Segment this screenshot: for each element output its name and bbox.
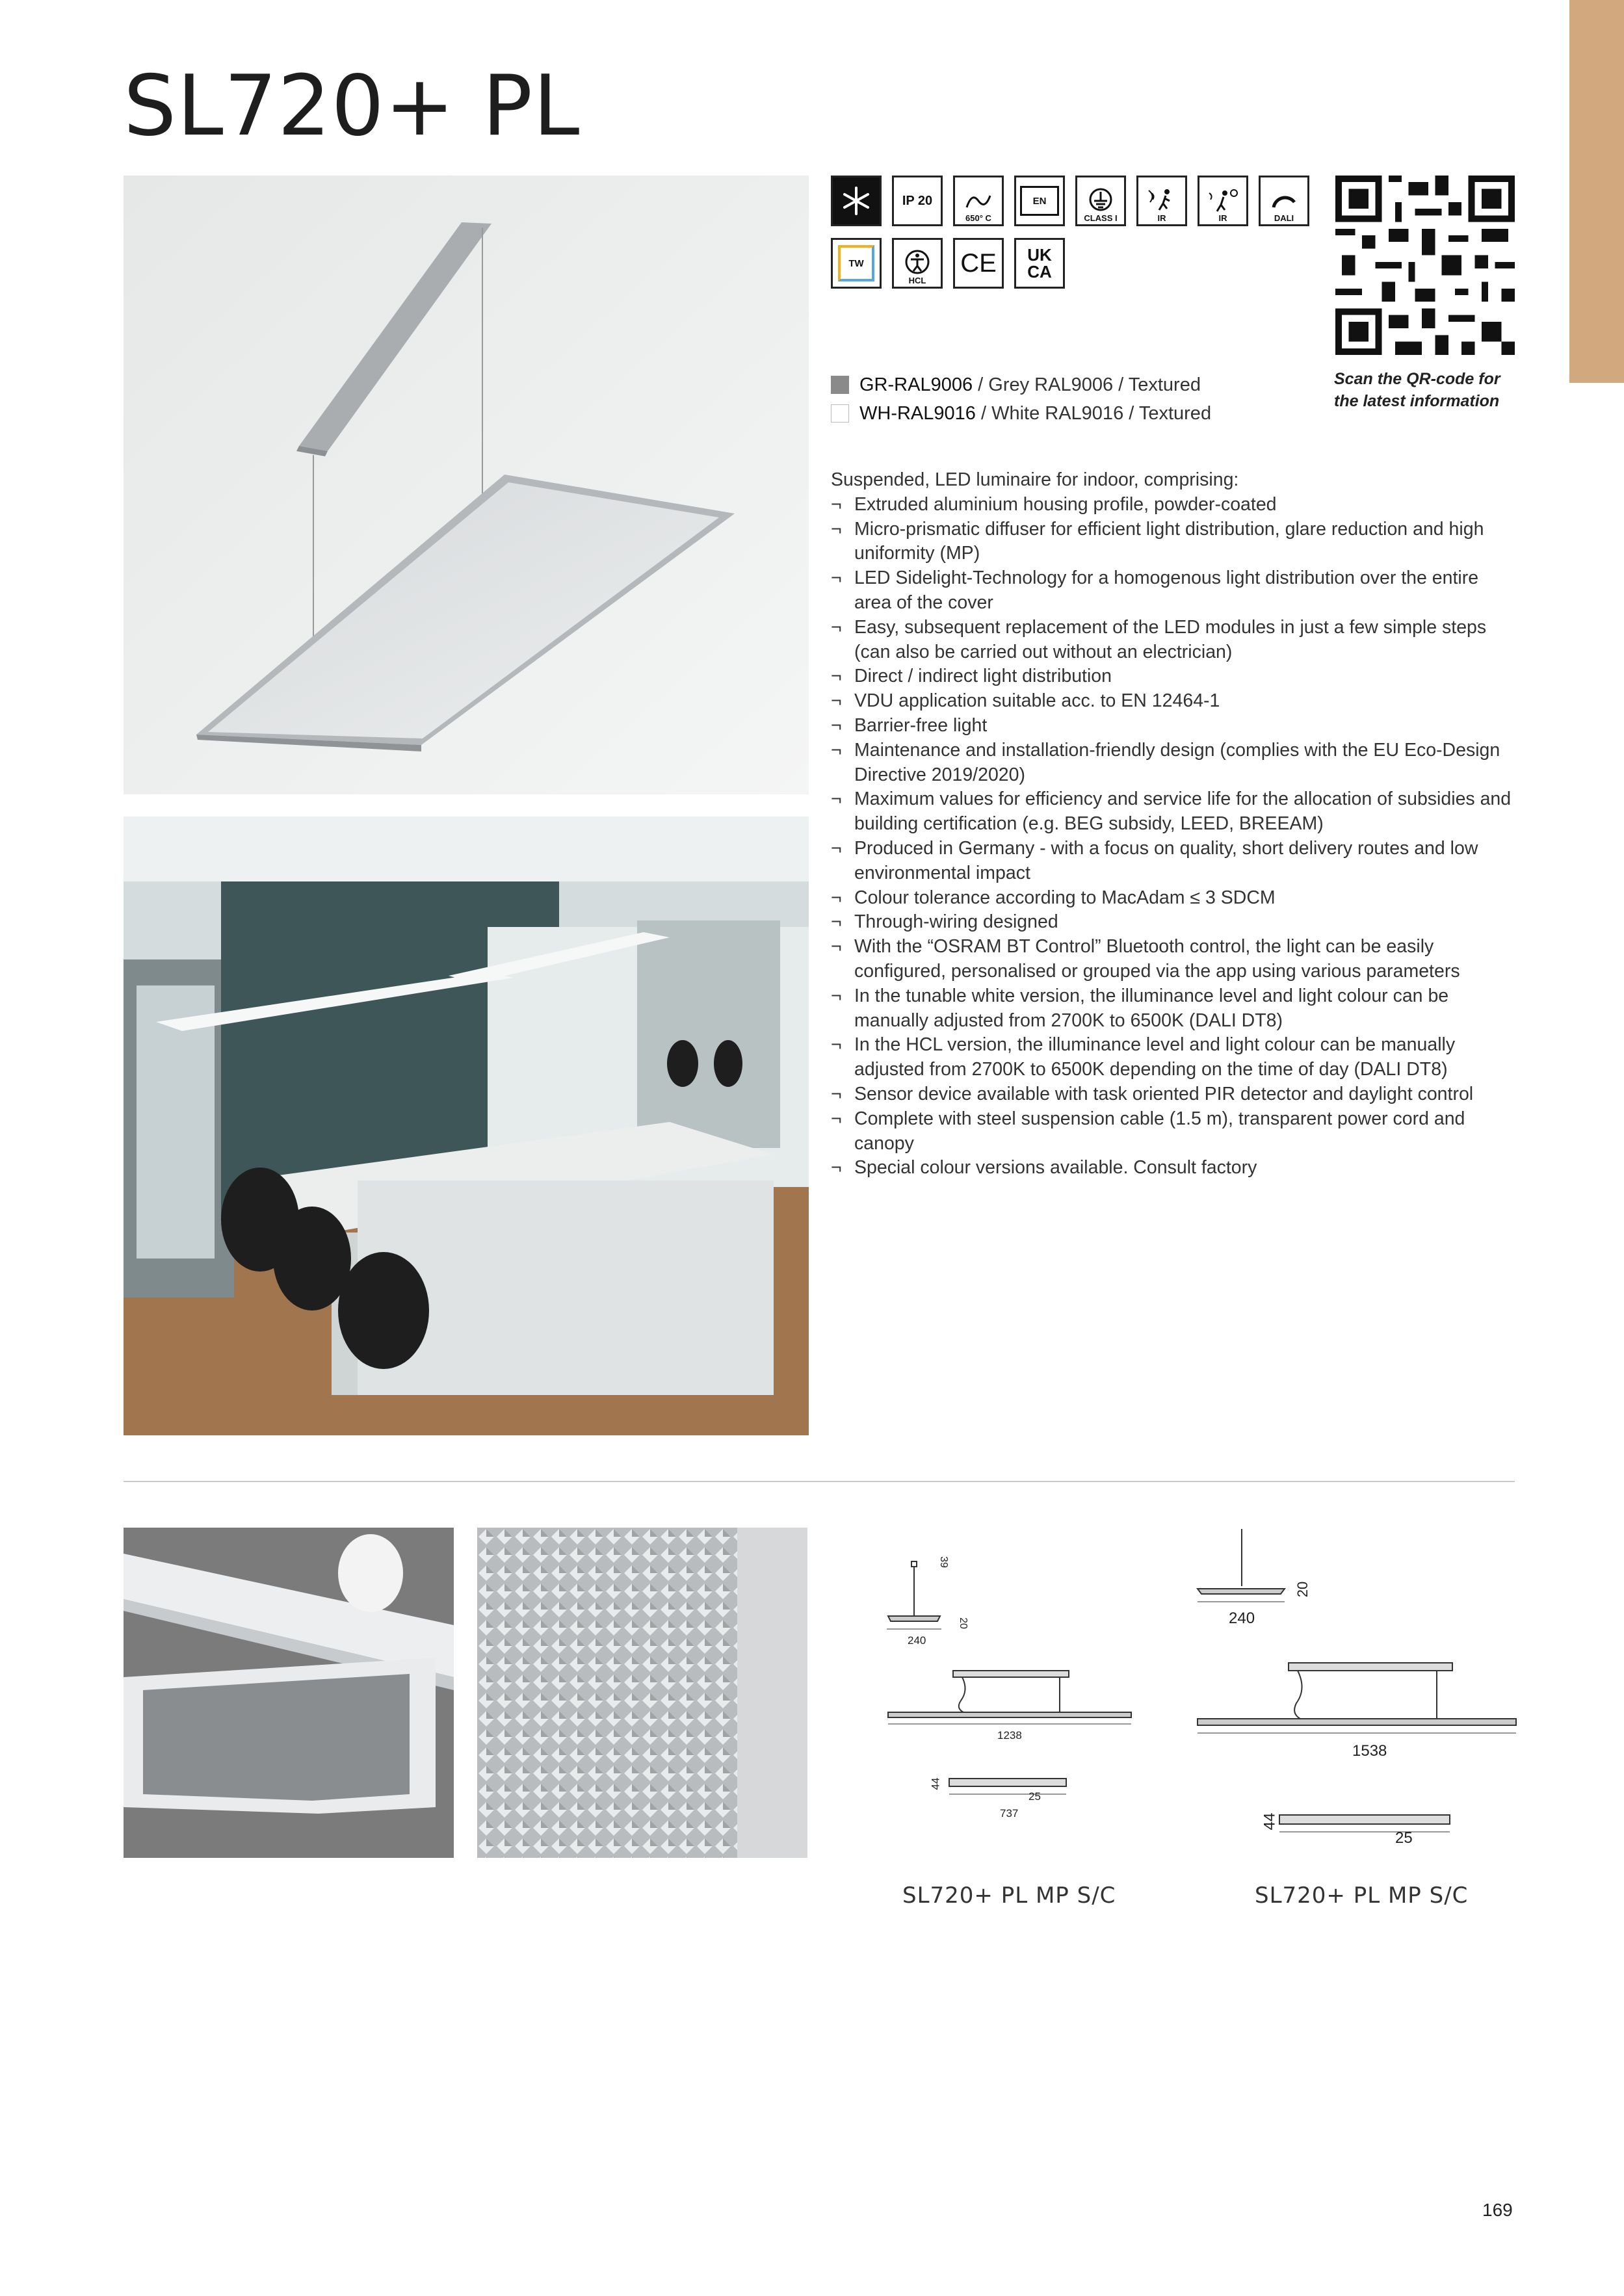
feature-item: ¬ Sensor device available with task oriented PIR detector and daylight control <box>831 1082 1520 1107</box>
dim-depth: 44 <box>929 1777 942 1790</box>
section-tab <box>1569 0 1624 383</box>
color-options <box>831 371 1211 428</box>
feature-item: ¬ Extruded aluminium housing profile, powder-coated <box>831 493 1520 517</box>
technical-drawing-1 <box>884 1547 1138 1820</box>
qr-code[interactable] <box>1335 176 1515 355</box>
feature-item: ¬ With the “OSRAM BT Control” Bluetooth control, the light can be easily configured, personalised or grouped via the app using various parameters <box>831 935 1520 984</box>
prismatic-texture-photo <box>477 1528 807 1858</box>
color-option <box>831 399 1211 428</box>
asterisk-icon <box>831 176 882 226</box>
feature-item: ¬ In the HCL version, the illuminance level and light colour can be manually adjusted from 2700K to 6500K depending on the time of day (DALI DT8) <box>831 1033 1520 1082</box>
diffuser-detail-photo <box>124 1528 454 1858</box>
color-swatch-grey <box>831 376 849 394</box>
color-code: GR-RAL9006 <box>859 374 973 395</box>
color-option <box>831 371 1211 399</box>
description-intro: Suspended, LED luminaire for indoor, comprising: <box>831 469 1239 490</box>
dim-canopy-height: 39 <box>937 1556 949 1568</box>
feature-list <box>831 493 1520 1181</box>
ce-mark-icon: CE <box>953 238 1004 289</box>
ukca-mark-icon: UK CA <box>1014 238 1065 289</box>
feature-item: ¬ Easy, subsequent replacement of the LED modules in just a few simple steps (can also be carried out without an electrician) <box>831 616 1520 665</box>
page-number: 169 <box>1482 2200 1513 2220</box>
feature-item: ¬ Special colour versions available. Consult factory <box>831 1156 1520 1181</box>
feature-item: ¬ Maximum values for efficiency and service life for the allocation of subsidies and building certification (e.g. BEG subsidy, LEED, BREEAM) <box>831 787 1520 837</box>
class-one-icon: CLASS I <box>1075 176 1126 226</box>
feature-item: ¬ Micro-prismatic diffuser for efficient light distribution, glare reduction and high uniformity (MP) <box>831 517 1520 567</box>
hcl-icon: HCL <box>892 238 943 289</box>
feature-item: ¬ Complete with steel suspension cable (1.5 m), transparent power cord and canopy <box>831 1107 1520 1156</box>
dim-depth: 44 <box>1261 1812 1279 1831</box>
ir-daylight-sensor-icon: IR <box>1198 176 1248 226</box>
drawing-caption-1: SL720+ PL MP S/C <box>902 1883 1116 1909</box>
ip20-icon: IP 20 <box>892 176 943 226</box>
en-monitor-icon: EN <box>1014 176 1065 226</box>
page-title: SL720+ PL <box>124 58 581 155</box>
drawing-caption-2: SL720+ PL MP S/C <box>1255 1883 1469 1909</box>
feature-item: ¬ Maintenance and installation-friendly design (complies with the EU Eco-Design Directive 2019/2020) <box>831 738 1520 788</box>
feature-item: ¬ In the tunable white version, the illuminance level and light colour can be manually adjusted from 2700K to 6500K (DALI DT8) <box>831 984 1520 1034</box>
dim-width: 240 <box>1229 1610 1255 1627</box>
product-photo <box>124 176 809 794</box>
feature-item: ¬ VDU application suitable acc. to EN 12464-1 <box>831 689 1520 714</box>
product-description <box>831 468 1520 1181</box>
color-code: WH-RAL9016 <box>859 403 976 424</box>
tunable-white-icon: TW <box>831 238 882 289</box>
dali-icon: DALI <box>1259 176 1309 226</box>
qr-caption: Scan the QR-code for the latest information <box>1334 370 1500 410</box>
dim-width: 240 <box>908 1634 926 1647</box>
ir-sensor-icon: IR <box>1136 176 1187 226</box>
feature-item: ¬ Barrier-free light <box>831 714 1520 738</box>
technical-drawing-2 <box>1196 1521 1521 1859</box>
feature-item: ¬ LED Sidelight-Technology for a homogenous light distribution over the entire area of the cover <box>831 566 1520 616</box>
color-desc: / Grey RAL9006 / Textured <box>973 374 1201 395</box>
dim-head-height: 20 <box>957 1617 969 1629</box>
dim-offset: 25 <box>1395 1829 1413 1847</box>
dim-length: 1238 <box>997 1729 1022 1742</box>
glow-wire-icon: 650° C <box>953 176 1004 226</box>
feature-item: ¬ Produced in Germany - with a focus on quality, short delivery routes and low environmental impact <box>831 837 1520 886</box>
section-divider <box>124 1481 1515 1482</box>
dim-head-height: 20 <box>1294 1581 1311 1598</box>
feature-item: ¬ Through-wiring designed <box>831 910 1520 935</box>
feature-item: ¬ Colour tolerance according to MacAdam ≤ 3 SDCM <box>831 886 1520 911</box>
dim-length: 1538 <box>1352 1742 1387 1760</box>
color-swatch-white <box>831 404 849 423</box>
feature-item: ¬ Direct / indirect light distribution <box>831 664 1520 689</box>
color-desc: / White RAL9016 / Textured <box>975 403 1212 424</box>
office-photo <box>124 816 809 1435</box>
dim-offset: 25 <box>1028 1790 1041 1803</box>
dim-module: 737 <box>1000 1807 1019 1820</box>
